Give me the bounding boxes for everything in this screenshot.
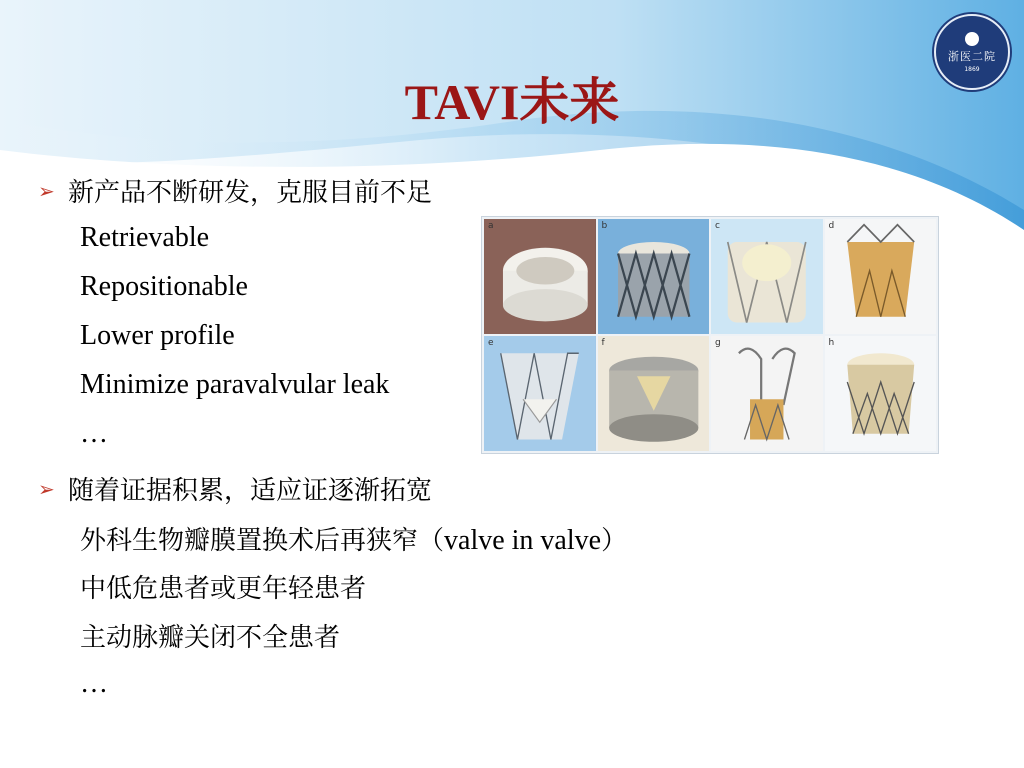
- panel-label-h: h: [828, 338, 835, 348]
- valve-photo-a-drawing: [484, 219, 596, 334]
- logo-emblem: [965, 32, 979, 46]
- bullet-2-heading: 随着证据积累，适应证逐渐拓宽: [68, 476, 433, 506]
- valve-photo-d-drawing: [825, 219, 937, 334]
- logo-name: 浙医二院: [948, 49, 996, 63]
- slide-title: TAVI未来: [404, 74, 620, 130]
- bullet-1-item-2: Repositionable: [80, 271, 248, 302]
- bullet-1: [38, 172, 432, 209]
- logo-year: 1869: [964, 65, 980, 73]
- valve-photo-c-drawing: [711, 219, 823, 334]
- bullet-2-item-1-prefix: 外科生物瓣膜置换术后再狭窄（: [80, 526, 445, 556]
- panel-label-g: g: [715, 338, 721, 348]
- panel-label-d: d: [828, 221, 835, 231]
- valve-photo-f: [598, 336, 710, 451]
- bullet-2-item-1: [80, 520, 627, 557]
- bullet-2-item-1-latin: valve in valve: [444, 525, 602, 556]
- arrow-bullet-icon: ➢: [38, 178, 55, 203]
- valve-photo-g-drawing: [711, 336, 823, 451]
- panel-label-c: c: [715, 221, 720, 231]
- valve-photo-h-drawing: [825, 336, 937, 451]
- valve-photo-d: [825, 219, 937, 334]
- valve-photo-b: [598, 219, 710, 334]
- arrow-bullet-icon: ➢: [38, 476, 55, 501]
- panel-label-b: b: [601, 221, 608, 231]
- bullet-2-item-3: 主动脉瓣关闭不全患者: [80, 623, 341, 653]
- bullet-2-item-1-suffix: ）: [601, 526, 628, 556]
- valve-photo-b-drawing: [598, 219, 710, 334]
- valve-photo-e: [484, 336, 596, 451]
- valve-photo-c: [711, 219, 823, 334]
- valve-photo-h: [825, 336, 937, 451]
- bullet-1-item-4: Minimize paravalvular leak: [80, 369, 390, 400]
- valve-photo-f-drawing: [598, 336, 710, 451]
- panel-label-a: a: [488, 221, 494, 231]
- panel-label-f: f: [601, 338, 605, 348]
- panel-label-e: e: [488, 338, 494, 348]
- bullet-2-item-4: …: [80, 668, 108, 699]
- bullet-2: [38, 470, 432, 507]
- bullet-1-heading: 新产品不断研发，克服目前不足: [68, 178, 433, 208]
- valve-photo-a: [484, 219, 596, 334]
- bullet-1-item-3: Lower profile: [80, 320, 235, 351]
- valve-photo-g: [711, 336, 823, 451]
- valve-devices-figure: [481, 216, 939, 454]
- bullet-1-item-5: …: [80, 418, 108, 449]
- valve-photo-e-drawing: [484, 336, 596, 451]
- bullet-2-item-2: 中低危患者或更年轻患者: [80, 574, 367, 604]
- bullet-1-item-1: Retrievable: [80, 222, 210, 253]
